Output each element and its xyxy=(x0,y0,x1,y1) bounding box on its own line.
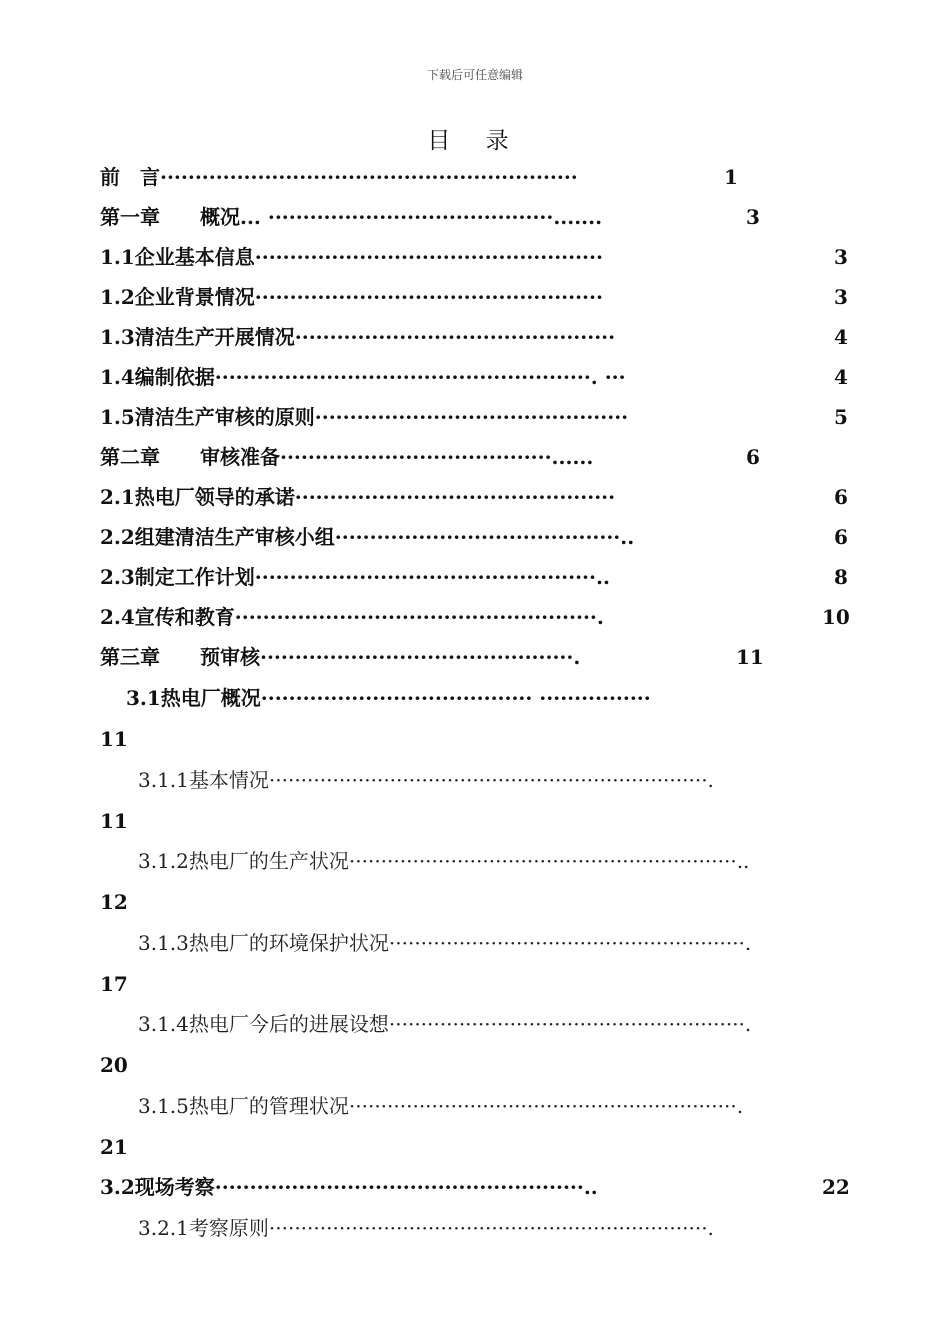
toc-entry-3-1[interactable]: 3.1热电厂概况······································· ················ xyxy=(126,686,651,710)
toc-entry-ch2[interactable]: 第二章 审核准备·······································...... xyxy=(100,445,594,469)
toc-page-3-1-5: 21 xyxy=(100,1135,128,1159)
toc-entry-1-5[interactable]: 1.5清洁生产审核的原则············································· xyxy=(100,405,629,429)
toc-entry-3-1-5[interactable]: 3.1.5热电厂的管理状况·····························································. xyxy=(138,1094,744,1118)
toc-entry-2-3[interactable]: 2.3制定工作计划·················································.. xyxy=(100,565,610,589)
toc-page-1-1: 3 xyxy=(834,245,848,269)
header-watermark: 下载后可任意编辑 xyxy=(426,68,523,82)
toc-page-2-4: 10 xyxy=(822,605,850,629)
toc-page-1-4: 4 xyxy=(834,365,848,389)
toc-entry-2-2[interactable]: 2.2组建清洁生产审核小组·········································.. xyxy=(100,525,635,549)
toc-entry-3-1-3[interactable]: 3.1.3热电厂的环境保护状况························································. xyxy=(138,931,752,955)
toc-page-3-1: 11 xyxy=(100,727,128,751)
toc-entry-3-1-4[interactable]: 3.1.4热电厂今后的进展设想························································. xyxy=(138,1012,752,1036)
toc-page-2-2: 6 xyxy=(834,525,848,549)
toc-entry-1-4[interactable]: 1.4编制依据······················································. ··· xyxy=(100,365,626,389)
toc-page-ch2: 6 xyxy=(746,445,760,469)
toc-entry-1-1[interactable]: 1.1企业基本信息·················································· xyxy=(100,245,603,269)
toc-entry-3-2-1[interactable]: 3.2.1考察原则·····································································. xyxy=(138,1216,714,1240)
toc-entry-2-4[interactable]: 2.4宣传和教育····················································. xyxy=(100,605,604,629)
toc-page-2-1: 6 xyxy=(834,485,848,509)
toc-entry-3-1-2[interactable]: 3.1.2热电厂的生产状况·····························································.. xyxy=(138,849,750,873)
toc-entry-1-3[interactable]: 1.3清洁生产开展情况·············································· xyxy=(100,325,616,349)
toc-page-preface: 1 xyxy=(724,165,738,189)
toc-page-2-3: 8 xyxy=(834,565,848,589)
toc-entry-ch3[interactable]: 第三章 预审核·············································. xyxy=(100,645,581,669)
toc-page-ch3: 11 xyxy=(736,645,764,669)
toc-page-1-3: 4 xyxy=(834,325,848,349)
toc-entry-3-1-1[interactable]: 3.1.1基本情况·····································································. xyxy=(138,768,714,792)
toc-page-3-2: 22 xyxy=(822,1175,850,1199)
toc-entry-preface[interactable]: 前 言···························································· xyxy=(100,165,578,189)
toc-entry-3-2[interactable]: 3.2现场考察·····················································.. xyxy=(100,1175,598,1199)
toc-title: 目 录 xyxy=(427,128,523,154)
toc-page-3-1-1: 11 xyxy=(100,809,128,833)
toc-page-3-1-3: 17 xyxy=(100,972,128,996)
toc-page-ch1: 3 xyxy=(746,205,760,229)
toc-page-3-1-2: 12 xyxy=(100,890,128,914)
toc-entry-2-1[interactable]: 2.1热电厂领导的承诺·············································· xyxy=(100,485,616,509)
toc-entry-1-2[interactable]: 1.2企业背景情况·················································· xyxy=(100,285,603,309)
toc-page-3-1-4: 20 xyxy=(100,1053,128,1077)
toc-entry-ch1[interactable]: 第一章 概况... ·········································....... xyxy=(100,205,603,229)
toc-page-1-2: 3 xyxy=(834,285,848,309)
toc-page-1-5: 5 xyxy=(834,405,848,429)
